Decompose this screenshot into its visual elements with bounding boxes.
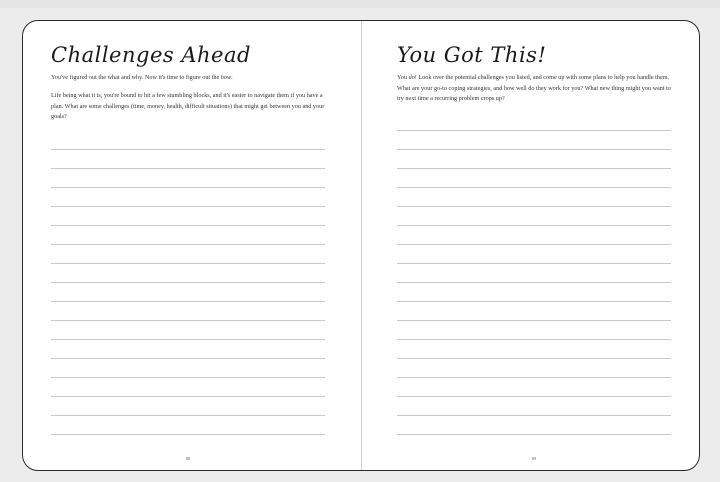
writing-line bbox=[51, 244, 325, 245]
writing-line bbox=[397, 168, 671, 169]
left-intro-text: You've figured out the what and why. Now it's time to figure out the bbox=[51, 74, 221, 81]
writing-line bbox=[397, 339, 671, 340]
writing-line bbox=[51, 415, 325, 416]
writing-line bbox=[397, 149, 671, 150]
left-writing-lines[interactable] bbox=[51, 149, 325, 453]
left-intro-end: . bbox=[231, 74, 233, 81]
writing-line bbox=[51, 358, 325, 359]
writing-line bbox=[397, 415, 671, 416]
writing-line bbox=[51, 282, 325, 283]
writing-line bbox=[51, 396, 325, 397]
writing-line bbox=[51, 434, 325, 435]
writing-line bbox=[397, 130, 671, 131]
right-body-emphasis: do bbox=[408, 74, 415, 81]
left-page bbox=[51, 21, 351, 470]
writing-line bbox=[51, 320, 325, 321]
writing-line bbox=[51, 206, 325, 207]
left-page-number: 88 bbox=[185, 456, 191, 461]
writing-line bbox=[51, 225, 325, 226]
writing-line bbox=[51, 263, 325, 264]
left-page-intro bbox=[51, 73, 329, 84]
writing-line bbox=[397, 301, 671, 302]
writing-line bbox=[51, 339, 325, 340]
writing-line bbox=[397, 206, 671, 207]
writing-line bbox=[51, 187, 325, 188]
book-spread bbox=[22, 20, 700, 471]
book-spine bbox=[361, 21, 362, 470]
writing-line bbox=[51, 301, 325, 302]
writing-line bbox=[397, 320, 671, 321]
writing-line bbox=[397, 187, 671, 188]
right-body-rest: ! Look over the potential challenges you listed, and come up with some plans to help you handle them. What are your go-to coping strategies, and how well do they work for you? What new thing might you want to try next time a recurring problem crops up? bbox=[397, 74, 671, 103]
window-top-bar bbox=[0, 0, 720, 8]
writing-line bbox=[397, 263, 671, 264]
writing-line bbox=[51, 168, 325, 169]
left-intro-emphasis: how bbox=[220, 74, 232, 81]
right-page-prompt bbox=[397, 73, 677, 105]
writing-line bbox=[51, 149, 325, 150]
writing-line bbox=[397, 377, 671, 378]
right-page bbox=[397, 21, 697, 470]
writing-line bbox=[51, 377, 325, 378]
right-body-start: You bbox=[397, 74, 409, 81]
writing-line bbox=[397, 282, 671, 283]
writing-line bbox=[397, 244, 671, 245]
writing-line bbox=[397, 225, 671, 226]
right-page-title: You Got This! bbox=[397, 43, 547, 67]
right-writing-lines[interactable] bbox=[397, 130, 671, 453]
left-page-title: Challenges Ahead bbox=[51, 43, 251, 67]
writing-line bbox=[397, 396, 671, 397]
left-page-prompt: Life being what it is, you're bound to hit a few stumbling blocks, and it's easier to navigate them if you have a plan. What are some challenges (time, money, health, difficult situations) that might get between you and your goals? bbox=[51, 92, 325, 121]
writing-line bbox=[397, 434, 671, 435]
right-page-number: 89 bbox=[531, 456, 537, 461]
writing-line bbox=[397, 358, 671, 359]
